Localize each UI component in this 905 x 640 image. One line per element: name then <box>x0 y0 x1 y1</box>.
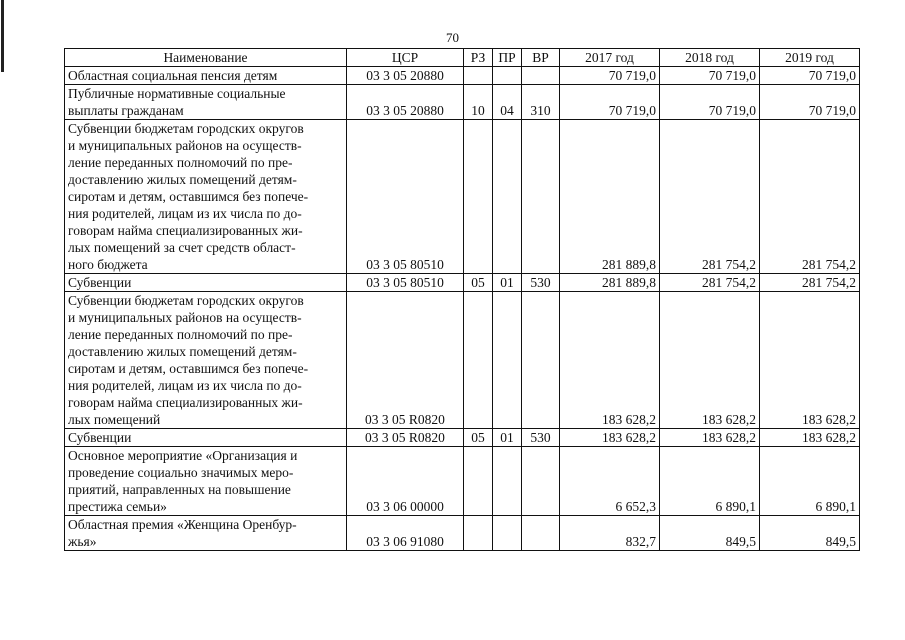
row-rz: 05 <box>464 429 493 447</box>
row-2018: 70 719,0 <box>660 85 760 120</box>
row-2018: 849,5 <box>660 516 760 551</box>
header-csr: ЦСР <box>347 49 464 67</box>
row-pr: 01 <box>493 274 522 292</box>
header-rz: РЗ <box>464 49 493 67</box>
row-pr <box>493 516 522 551</box>
table-row <box>65 85 860 120</box>
row-rz <box>464 516 493 551</box>
row-rz <box>464 292 493 429</box>
header-name: Наименование <box>65 49 347 67</box>
row-name: Субвенции <box>65 274 347 292</box>
row-csr: 03 3 05 R0820 <box>347 429 464 447</box>
row-vr: 310 <box>522 85 560 120</box>
row-2018: 183 628,2 <box>660 292 760 429</box>
row-csr: 03 3 05 80510 <box>347 120 464 274</box>
row-pr: 04 <box>493 85 522 120</box>
row-name: Субвенции бюджетам городских округов и муниципальных районов на осуществ- ление переданных полномочий по пре- доставлению жилых помещений детям- сиротам и детям, оставшимся без попече- ния родителей, лицам из их числа по до- говорам найма специализированных жи- лых помещений <box>65 292 347 429</box>
row-2017: 281 889,8 <box>560 274 660 292</box>
row-vr <box>522 292 560 429</box>
row-2019: 281 754,2 <box>760 120 860 274</box>
row-csr: 03 3 06 91080 <box>347 516 464 551</box>
row-2019: 183 628,2 <box>760 292 860 429</box>
row-2017: 183 628,2 <box>560 292 660 429</box>
row-name: Областная социальная пенсия детям <box>65 67 347 85</box>
budget-table <box>64 48 860 551</box>
row-vr <box>522 120 560 274</box>
table-row <box>65 120 860 274</box>
row-name: Публичные нормативные социальные выплаты гражданам <box>65 85 347 120</box>
header-2018: 2018 год <box>660 49 760 67</box>
row-2019: 281 754,2 <box>760 274 860 292</box>
header-2017: 2017 год <box>560 49 660 67</box>
header-2019: 2019 год <box>760 49 860 67</box>
table-row <box>65 274 860 292</box>
row-pr <box>493 292 522 429</box>
page-number: 70 <box>446 30 459 45</box>
table-row <box>65 67 860 85</box>
row-csr: 03 3 06 00000 <box>347 447 464 516</box>
row-2019: 849,5 <box>760 516 860 551</box>
row-name: Субвенции бюджетам городских округов и муниципальных районов на осуществ- ление переданных полномочий по пре- доставлению жилых помещений детям- сиротам и детям, оставшимся без попече- ния родителей, лицам из их числа по до- говорам найма специализированных жи- лых помещений за счет средств област- ного бюджета <box>65 120 347 274</box>
row-vr: 530 <box>522 429 560 447</box>
row-vr <box>522 67 560 85</box>
table-row <box>65 447 860 516</box>
row-2019: 6 890,1 <box>760 447 860 516</box>
row-rz <box>464 67 493 85</box>
table-row <box>65 292 860 429</box>
row-2019: 70 719,0 <box>760 67 860 85</box>
row-2019: 183 628,2 <box>760 429 860 447</box>
row-pr <box>493 67 522 85</box>
header-vr: ВР <box>522 49 560 67</box>
row-name: Основное мероприятие «Организация и проведение социально значимых меро- приятий, направленных на повышение престижа семьи» <box>65 447 347 516</box>
row-csr: 03 3 05 20880 <box>347 67 464 85</box>
row-vr: 530 <box>522 274 560 292</box>
row-csr: 03 3 05 20880 <box>347 85 464 120</box>
row-rz <box>464 120 493 274</box>
row-pr <box>493 120 522 274</box>
row-2018: 70 719,0 <box>660 67 760 85</box>
row-name: Областная премия «Женщина Оренбур- жья» <box>65 516 347 551</box>
header-pr: ПР <box>493 49 522 67</box>
row-2017: 832,7 <box>560 516 660 551</box>
row-pr: 01 <box>493 429 522 447</box>
row-2018: 281 754,2 <box>660 120 760 274</box>
header-row <box>65 49 860 67</box>
row-csr: 03 3 05 80510 <box>347 274 464 292</box>
row-pr <box>493 447 522 516</box>
row-csr: 03 3 05 R0820 <box>347 292 464 429</box>
row-2017: 70 719,0 <box>560 85 660 120</box>
row-2018: 281 754,2 <box>660 274 760 292</box>
row-rz: 05 <box>464 274 493 292</box>
table-row <box>65 516 860 551</box>
row-2017: 183 628,2 <box>560 429 660 447</box>
row-2017: 6 652,3 <box>560 447 660 516</box>
row-vr <box>522 516 560 551</box>
row-2017: 281 889,8 <box>560 120 660 274</box>
row-rz <box>464 447 493 516</box>
row-rz: 10 <box>464 85 493 120</box>
row-2018: 6 890,1 <box>660 447 760 516</box>
row-vr <box>522 447 560 516</box>
row-2019: 70 719,0 <box>760 85 860 120</box>
row-2017: 70 719,0 <box>560 67 660 85</box>
row-2018: 183 628,2 <box>660 429 760 447</box>
row-name: Субвенции <box>65 429 347 447</box>
table-row <box>65 429 860 447</box>
